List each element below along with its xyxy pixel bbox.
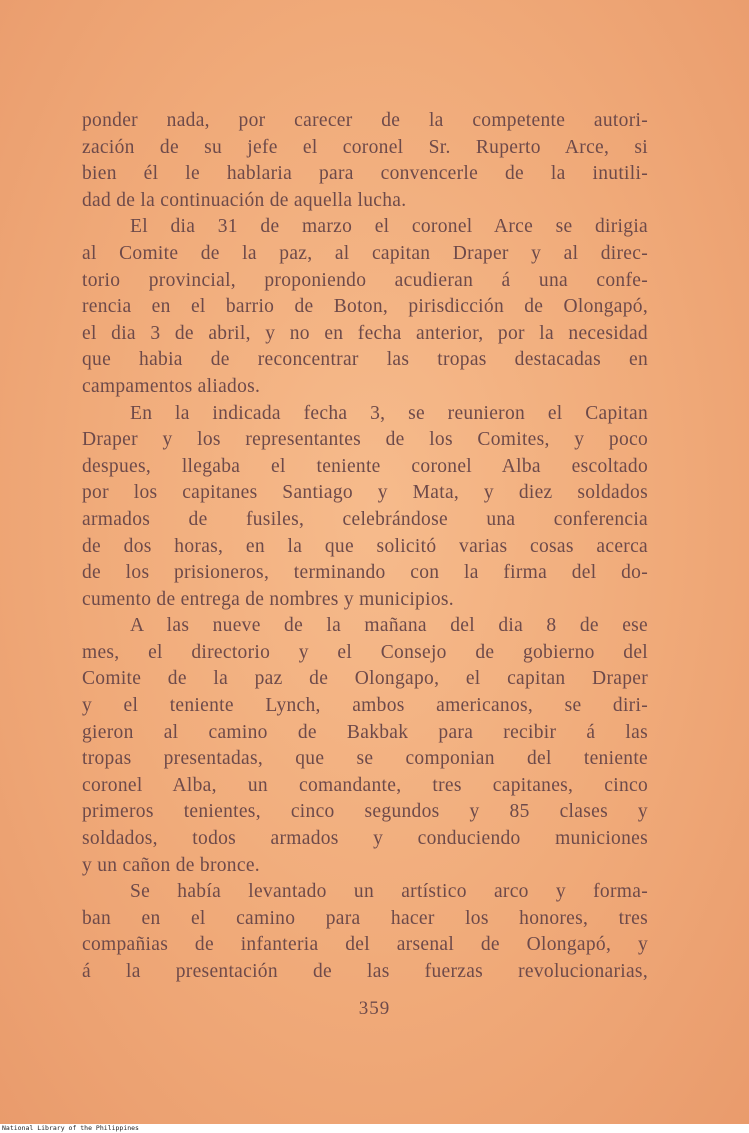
text-line: y un cañon de bronce. [82, 854, 260, 876]
text-line: por los capitanes Santiago y Mata, y diez soldados [82, 482, 648, 504]
text-line: rencia en el barrio de Boton, pirisdicción de Olongapó, [82, 296, 648, 318]
text-line: ban en el camino para hacer los honores, tres [82, 907, 648, 929]
text-line: Se había levantado un artístico arco y forma- [130, 881, 648, 903]
text-line: que habia de reconcentrar las tropas destacadas en [82, 349, 648, 371]
text-line: armados de fusiles, celebrándose una conferencia [82, 508, 648, 530]
text-line: torio provincial, proponiendo acudieran á una confe- [82, 269, 648, 291]
text-line: despues, llegaba el teniente coronel Alba escoltado [82, 455, 648, 477]
footer-strip [0, 1124, 749, 1133]
text-line: dad de la continuación de aquella lucha. [82, 189, 407, 211]
page-number: 359 [358, 998, 391, 1019]
text-line: el dia 3 de abril, y no en fecha anterior, por la necesidad [82, 322, 648, 344]
text-line: al Comite de la paz, al capitan Draper y al direc- [82, 242, 648, 264]
text-line: En la indicada fecha 3, se reunieron el Capitan [130, 402, 648, 424]
text-line: á la presentación de las fuerzas revolucionarias, [82, 961, 648, 982]
text-line: y el teniente Lynch, ambos americanos, se diri- [82, 695, 648, 717]
footer-credit: National Library of the Philippines [2, 1124, 139, 1132]
text-line: de los prisioneros, terminando con la firma del do- [82, 562, 648, 584]
text-line: tropas presentadas, que se componian del teniente [82, 748, 648, 770]
text-line: mes, el directorio y el Consejo de gobierno del [82, 641, 648, 663]
text-line: primeros tenientes, cinco segundos y 85 clases y [82, 801, 648, 823]
text-line: coronel Alba, un comandante, tres capitanes, cinco [82, 774, 648, 796]
text-line: compañias de infanteria del arsenal de Olongapó, y [82, 934, 648, 956]
text-line: bien él le hablaria para convencerle de la inutili- [82, 163, 648, 185]
text-line: campamentos aliados. [82, 375, 261, 397]
text-line: Draper y los representantes de los Comites, y poco [82, 429, 648, 451]
text-line: ponder nada, por carecer de la competente autori- [82, 110, 648, 131]
text-line: cumento de entrega de nombres y municipios. [82, 588, 454, 610]
text-line: Comite de la paz de Olongapo, el capitan Draper [82, 668, 648, 690]
text-line: de dos horas, en la que solicitó varias cosas acerca [82, 535, 648, 557]
text-line: A las nueve de la mañana del dia 8 de ese [130, 615, 648, 637]
text-line: gieron al camino de Bakbak para recibir á las [82, 721, 648, 743]
text-line: zación de su jefe el coronel Sr. Ruperto Arce, si [82, 136, 648, 158]
text-line: El dia 31 de marzo el coronel Arce se dirigia [130, 216, 648, 238]
text-line: soldados, todos armados y conduciendo municiones [82, 828, 648, 850]
page-body-text [82, 108, 648, 986]
